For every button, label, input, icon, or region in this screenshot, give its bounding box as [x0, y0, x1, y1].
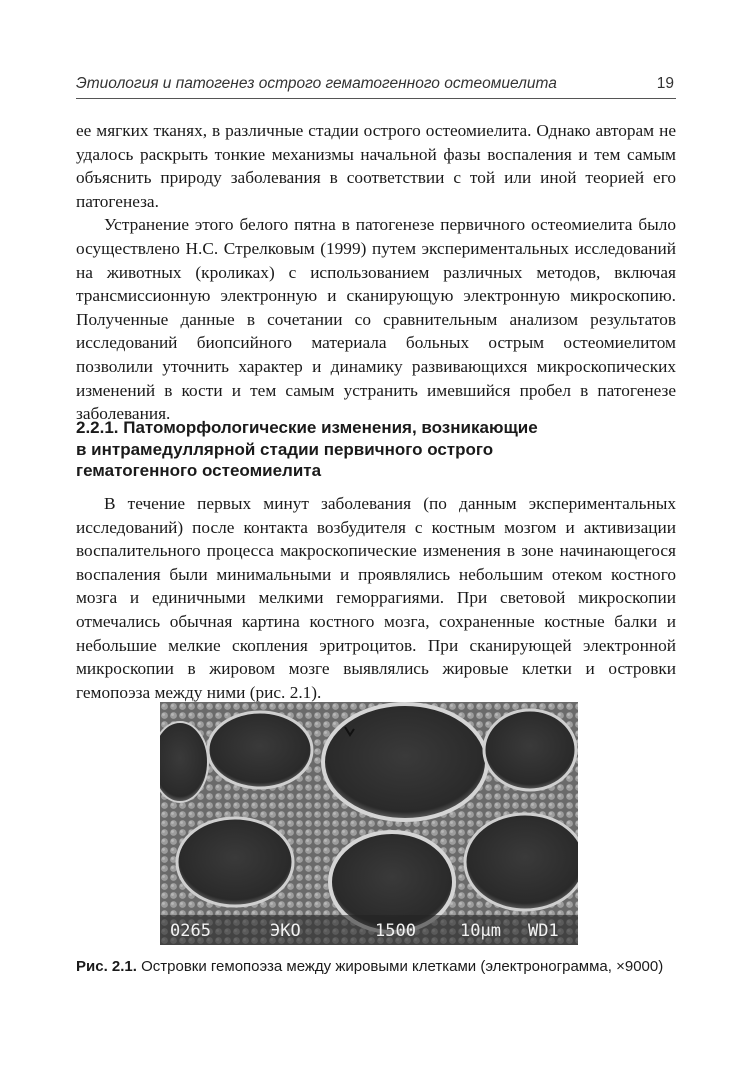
caption-label: Рис. 2.1.	[76, 958, 137, 975]
overlay-scale: 10µm	[460, 921, 501, 941]
intro-paragraph-1: ее мягких тканях, в различные стадии острого остеомиелита. Однако авторам не удалось раскрыть тонкие механизмы начальной фазы воспаления и тем самым объяснить природу заболевания в соответствии с той или иной теорией его патогенеза.	[76, 121, 676, 211]
section-paragraph: В течение первых минут заболевания (по данным экспериментальных исследований) после контакта возбудителя с костным мозгом и активизации воспалительного процесса макроскопические изменения в зоне начинающегося воспаления были минимальными и проявлялись небольшим отеком костного мозга и единичными мелкими геморрагиями. При световой микроскопии отмечались обычная картина костного мозга, сохраненные костные балки и небольшие мелкие скопления эритроцитов. При сканирующей электронной микроскопии в жировом мозге выявлялись жировые клетки и островки гемопоэза между ними (рис. 2.1).	[76, 494, 676, 702]
figure-caption	[76, 957, 676, 977]
section-heading-line-1: 2.2.1. Патоморфологические изменения, возникающие	[76, 418, 538, 437]
overlay-specimen-id: 0265	[170, 921, 211, 941]
section-heading-line-3: гематогенного остеомиелита	[76, 461, 322, 480]
caption-text: Островки гемопоэза между жировыми клетками (электронограмма, ×9000)	[136, 958, 664, 975]
section-text	[76, 492, 676, 704]
micrograph-figure	[160, 702, 578, 945]
micrograph-image	[160, 702, 578, 945]
section-heading-line-2: в интрамедуллярной стадии первичного острого	[76, 439, 494, 459]
overlay-working-distance: WD1	[528, 921, 559, 941]
intro-paragraph-2: Устранение этого белого пятна в патогенезе первичного остеомиелита было осуществлено Н.С. Стрелковым (1999) путем экспериментальных исследований на животных (кроликах) с использованием различных методов, включая трансмиссионную электронную и сканирующую электронную микроскопию. Полученные данные в сочетании со сравнительным анализом результатов исследований биопсийного материала больных острым остеомиелитом позволили уточнить характер и динамику развивающихся микроскопических изменений в кости и тем самым устранить имевшийся пробел в патогенезе заболевания.	[76, 215, 676, 424]
overlay-voltage: ЭКО	[270, 921, 301, 941]
chapter-title: Этиология и патогенез острого гематогенного остеомиелита	[76, 75, 557, 92]
intro-text	[76, 119, 676, 426]
section-heading	[76, 417, 676, 482]
page-number: 19	[656, 75, 674, 92]
overlay-magnification: 1500	[375, 921, 416, 941]
running-header	[76, 70, 676, 99]
